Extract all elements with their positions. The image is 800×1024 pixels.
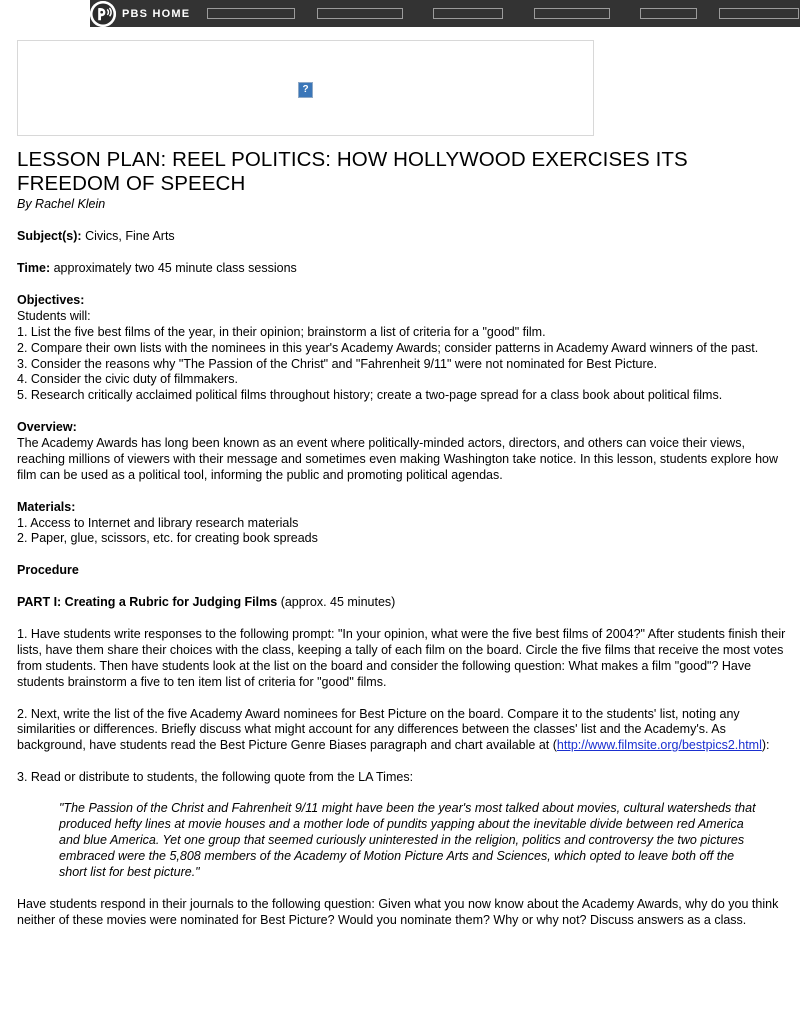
nav-slot-4[interactable] (534, 8, 610, 19)
part1-line (17, 595, 789, 611)
step3-block (17, 770, 789, 786)
overview-block (17, 420, 789, 484)
part1-heading-block (17, 595, 789, 611)
nav-slot-3[interactable] (433, 8, 503, 19)
overview-label: Overview: (17, 420, 77, 435)
pbs-home-label[interactable]: PBS HOME (122, 8, 191, 20)
part1-heading: PART I: Creating a Rubric for Judging Films (17, 595, 278, 610)
step2-block (17, 707, 789, 755)
closing-block (17, 897, 789, 929)
time-value: approximately two 45 minute class sessions (53, 261, 297, 276)
nav-slot-5[interactable] (640, 8, 697, 19)
part1-duration: (approx. 45 minutes) (280, 595, 396, 610)
time-line (17, 261, 789, 277)
material-item: 2. Paper, glue, scissors, etc. for creating book spreads (17, 531, 318, 546)
broken-image-icon: ? (298, 82, 313, 98)
overview-text: The Academy Awards has long been known as an event where politically-minded actors, directors, and others can voice their views, reaching millions of viewers with their message and sometimes even making Washington take notice. In this lesson, students explore how film can be used as a political tool, informing the public and promoting political agendas. (17, 436, 779, 482)
subject-line (17, 229, 789, 245)
subject-label: Subject(s): (17, 229, 82, 244)
pbs-logo-icon[interactable] (90, 1, 116, 27)
objectives-intro: Students will: (17, 308, 91, 323)
objective-item: 5. Research critically acclaimed political films throughout history; create a two-page spread for a class book about political films. (17, 388, 723, 403)
nav-slot-6[interactable] (719, 8, 799, 19)
procedure-block (17, 563, 789, 579)
materials-label: Materials: (17, 499, 76, 514)
step2-text-before-link: 2. Next, write the list of the five Academy Award nominees for Best Picture on the board. Compare it to the students' list, noting any similarities or differences. Briefly discuss what might account for any differences between the classes' list and the Academy's. As background, have students read the Best Picture Genre Biases paragraph and chart available at ( (17, 706, 740, 753)
material-item: 1. Access to Internet and library research materials (17, 515, 299, 530)
step1-text: 1. Have students write responses to the following prompt: "In your opinion, what were the five best films of 2004?" After students finish their lists, have them share their choices with the class, keeping a tally of each film on the board. Circle the five films that receive the most votes from students. Then have students look at the list on the board and consider the following question: What makes a film "good"? Have students brainstorm a five to ten item list of criteria for "good" films. (17, 627, 786, 689)
page-title: LESSON PLAN: REEL POLITICS: HOW HOLLYWOOD EXERCISES ITS FREEDOM OF SPEECH (17, 148, 688, 196)
byline: By Rachel Klein (17, 197, 106, 212)
objective-item: 1. List the five best films of the year, in their opinion; brainstorm a list of criteria for a "good" film. (17, 324, 546, 339)
objective-item: 3. Consider the reasons why "The Passion of the Christ" and "Fahrenheit 9/11" were not nominated for Best Picture. (17, 356, 658, 371)
nav-slot-2[interactable] (317, 8, 403, 19)
objectives-label: Objectives: (17, 293, 85, 307)
time-label: Time: (17, 261, 51, 276)
objective-item: 4. Consider the civic duty of filmmakers. (17, 372, 238, 387)
step3-text: 3. Read or distribute to students, the following quote from the LA Times: (17, 770, 414, 785)
closing-text: Have students respond in their journals to the following question: Given what you now know about the Academy Awards, why do you think neither of these movies were nominated for Best Picture? Would you nominate them? Why or why not? Discuss answers as a class. (17, 897, 779, 928)
subject-block (17, 229, 789, 245)
objectives-block (17, 293, 789, 404)
nav-slot-1[interactable] (207, 8, 295, 19)
navbar-left-blank (0, 0, 90, 27)
step2-text-after-link: ): (761, 738, 770, 753)
procedure-heading: Procedure (17, 563, 79, 578)
step2-text (17, 707, 789, 755)
step1-block (17, 627, 789, 691)
materials-block (17, 500, 789, 548)
lesson-plan-document (17, 148, 789, 929)
subject-value: Civics, Fine Arts (85, 229, 175, 244)
time-block (17, 261, 789, 277)
objective-item: 2. Compare their own lists with the nominees in this year's Academy Awards; consider patterns in Academy Award winners of the past. (17, 340, 759, 355)
banner-image-frame (17, 40, 594, 136)
filmsite-link[interactable]: http://www.filmsite.org/bestpics2.html (556, 738, 762, 753)
pbs-top-navbar (0, 0, 800, 27)
la-times-quote: "The Passion of the Christ and Fahrenheit 9/11 might have been the year's most talked about movies, cultural watersheds that produced hefty lines at movie houses and a mother lode of pundits yapping about the inevitable divide between red America and blue America. Yet one group that seemed curiously uninterested in the religion, politics and controversy the two pictures embraced were the 5,808 members of the Academy of Motion Picture Arts and Sciences, which opted to leave both off the short list for best picture." (59, 801, 756, 879)
